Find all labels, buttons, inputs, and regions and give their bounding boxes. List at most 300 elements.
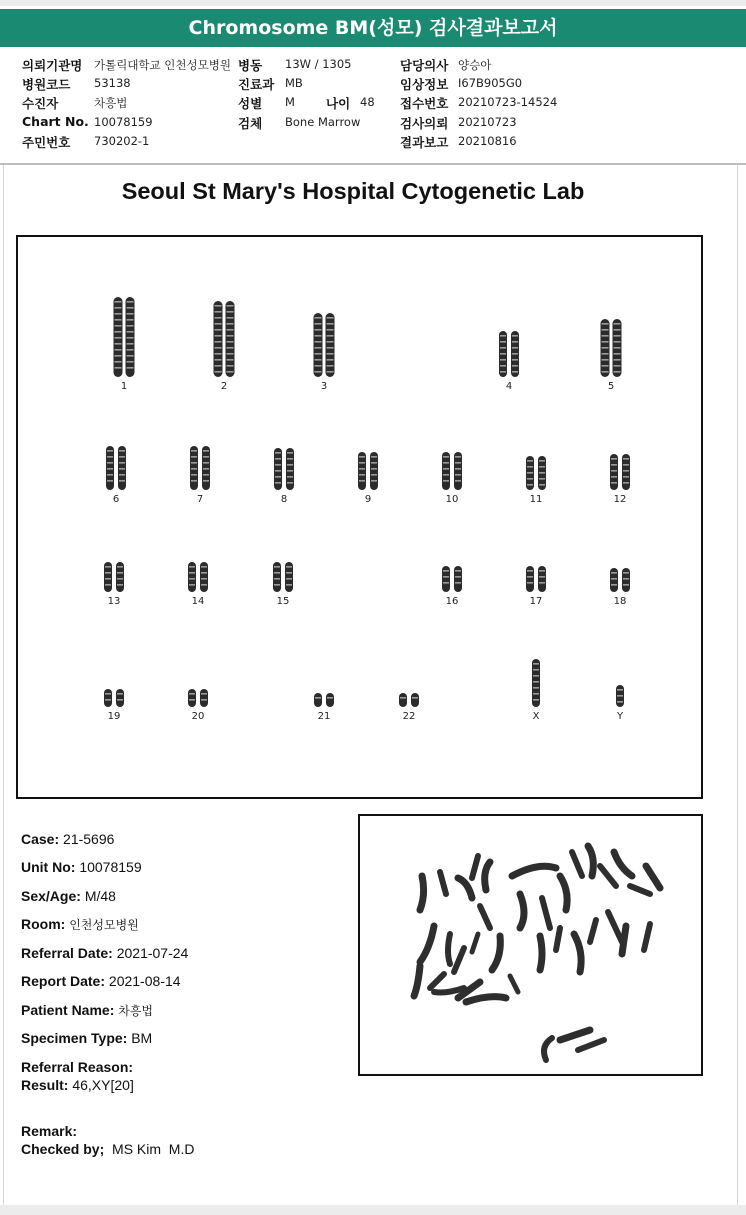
chromosome-band [287, 470, 293, 472]
header-label: 성별 [238, 96, 263, 111]
chromosome-2 [184, 300, 264, 394]
chromosome-band [539, 576, 545, 578]
chromosome-band [614, 335, 621, 337]
chromosome-band [327, 371, 334, 373]
chromosome-band [189, 699, 195, 701]
chromosome-band [533, 675, 539, 677]
chromosome-band [127, 343, 134, 345]
chromosome-band [215, 317, 222, 319]
chromosome-band [215, 371, 222, 373]
chromosome-band [227, 347, 234, 349]
remark-label: Remark: [21, 1123, 78, 1139]
chromosome-band [127, 355, 134, 357]
unit-no-row [21, 859, 142, 875]
chromosome-band [443, 570, 449, 572]
chromosome-band [371, 462, 377, 464]
header-label: 검체 [238, 116, 263, 131]
chromosome-band [614, 347, 621, 349]
header-value: I67B905G0 [458, 76, 523, 90]
chromosome-graphic [76, 445, 156, 491]
chromosome-graphic [244, 447, 324, 491]
chromatid [399, 693, 407, 707]
chromosome-band [227, 341, 234, 343]
chromosome-band [611, 458, 617, 460]
chromosome-band [611, 470, 617, 472]
chromosome-8 [244, 447, 324, 507]
chromosome-label: 13 [107, 596, 121, 607]
chromosome-band [614, 353, 621, 355]
chromosome-band [371, 468, 377, 470]
chromosome-11 [496, 455, 576, 507]
chromosome-band [623, 458, 629, 460]
chromosome-band [533, 663, 539, 665]
chromosome-band [539, 460, 545, 462]
header-value: 48 [360, 95, 375, 109]
chromosome-band [127, 331, 134, 333]
patient-name-row [21, 1002, 153, 1019]
chromosome-graphic [158, 688, 238, 708]
chromosome-band [191, 474, 197, 476]
chromosome-band [327, 347, 334, 349]
chromosome-band [602, 353, 609, 355]
chromosome-band [527, 484, 533, 486]
header-label: 임상정보 [400, 77, 449, 92]
chromosome-band [286, 572, 292, 574]
chromosome-band [623, 584, 629, 586]
chromosome-band [623, 464, 629, 466]
chromatid [274, 448, 282, 490]
chromosome-band [611, 578, 617, 580]
chromosome-band [227, 323, 234, 325]
chromosome-20 [158, 688, 238, 724]
chromosome-band [203, 474, 209, 476]
header-value: 양승아 [458, 58, 492, 72]
chromosome-label: 17 [529, 596, 543, 607]
chromosome-22 [369, 692, 449, 724]
chromosome-band [107, 480, 113, 482]
chromosome-band [215, 359, 222, 361]
chromosome-band [215, 335, 222, 337]
specimen-type-label: Specimen Type: [21, 1030, 128, 1046]
chromosome-label: Y [616, 711, 624, 722]
chromosome-band [227, 305, 234, 307]
chromosome-band [127, 361, 134, 363]
chromosome-13 [74, 561, 154, 609]
chromatid [326, 313, 335, 377]
chromosome-band [315, 323, 322, 325]
result-label: Result: [21, 1077, 69, 1093]
chromosome-band [215, 347, 222, 349]
chromatid [116, 689, 124, 707]
chromosome-band [127, 337, 134, 339]
bottom-strip [0, 1205, 746, 1215]
chromosome-3 [284, 312, 364, 394]
chromosome-band [614, 359, 621, 361]
chromosome-band [614, 341, 621, 343]
referral-reason-label: Referral Reason: [21, 1059, 134, 1075]
specimen-type-value: BM [131, 1030, 153, 1046]
chromosome-graphic [284, 692, 364, 708]
chromosome-band [274, 578, 280, 580]
chromosome-band [315, 359, 322, 361]
specimen-type-row [21, 1030, 152, 1046]
chromosome-label: 9 [364, 494, 372, 505]
chromosome-12 [580, 453, 660, 507]
chromosome-band [455, 456, 461, 458]
header-value: 20210816 [458, 134, 517, 148]
remark-row [21, 1123, 77, 1139]
chromosome-band [201, 699, 207, 701]
chromosome-band [117, 572, 123, 574]
chromosome-4 [469, 330, 549, 394]
report-date-value: 2021-08-14 [108, 973, 181, 989]
chromosome-band [119, 480, 125, 482]
chromosome-band [623, 476, 629, 478]
chromosome-band [115, 355, 122, 357]
chromosome-label: 10 [445, 494, 459, 505]
unit-no-value: 10078159 [79, 859, 142, 875]
chromosome-band [533, 693, 539, 695]
chromosome-band [512, 371, 518, 373]
chromosome-band [527, 570, 533, 572]
chromosome-band [527, 472, 533, 474]
result-value: 46,XY[20] [72, 1077, 134, 1093]
referral-date-row [21, 945, 188, 961]
chromosome-label: 1 [120, 381, 128, 392]
chromosome-band [512, 359, 518, 361]
chromosome-graphic [469, 330, 549, 378]
chromatid [454, 566, 462, 592]
chromatid [622, 568, 630, 592]
chromosome-graphic [74, 688, 154, 708]
chromosome-band [371, 456, 377, 458]
chromosome-graphic [160, 445, 240, 491]
chromosome-band [602, 335, 609, 337]
chromatid [200, 689, 208, 707]
header-value: 730202-1 [94, 134, 150, 148]
chromosome-band [602, 347, 609, 349]
chromosome-band [315, 353, 322, 355]
chromosome-graphic [328, 451, 408, 491]
chromosome-band [127, 313, 134, 315]
chromosome-17 [496, 565, 576, 609]
chromatid [454, 452, 462, 490]
chromosome-band [527, 460, 533, 462]
chromosome-band [500, 347, 506, 349]
chromatid [526, 566, 534, 592]
chromosome-band [119, 468, 125, 470]
chromosome-band [512, 347, 518, 349]
chromosome-band [215, 341, 222, 343]
top-strip [0, 0, 746, 6]
chromosome-graphic [496, 455, 576, 491]
chromosome-band [287, 452, 293, 454]
chromosome-band [315, 341, 322, 343]
chromosome-band [611, 572, 617, 574]
chromosome-band [115, 361, 122, 363]
chromosome-band [327, 317, 334, 319]
chromosome-graphic [284, 312, 364, 378]
chromosome-band [327, 335, 334, 337]
chromosome-5 [571, 318, 651, 394]
header-value: Bone Marrow [285, 115, 361, 129]
header-label: 병원코드 [22, 77, 71, 92]
chromatid [370, 452, 378, 490]
chromosome-band [115, 343, 122, 345]
chromosome-band [500, 371, 506, 373]
chromosome-band [203, 480, 209, 482]
chromosome-band [443, 576, 449, 578]
chromosome-band [201, 572, 207, 574]
chromosome-band [623, 470, 629, 472]
chromosome-graphic [184, 300, 264, 378]
chromosome-band [533, 681, 539, 683]
chromosome-band [115, 301, 122, 303]
chromosome-band [539, 582, 545, 584]
chromosome-band [215, 311, 222, 313]
chromosome-band [191, 468, 197, 470]
header-value: M [285, 95, 295, 109]
chromosome-band [359, 456, 365, 458]
chromatid [442, 566, 450, 592]
chromosome-band [119, 456, 125, 458]
chromosome-label: 19 [107, 711, 121, 722]
chromosome-graphic [580, 453, 660, 491]
chromosome-band [315, 365, 322, 367]
header-value: 20210723 [458, 115, 517, 129]
chromosome-band [227, 317, 234, 319]
chromosome-band [327, 365, 334, 367]
chromosome-band [455, 474, 461, 476]
karyotype-image [16, 235, 703, 799]
chromosome-band [443, 480, 449, 482]
header-divider [0, 163, 746, 165]
chromosome-band [117, 578, 123, 580]
chromosome-band [105, 572, 111, 574]
report-title: Chromosome BM(성모) 검사결과보고서 [0, 9, 746, 47]
room-value: 인천성모병원 [69, 918, 139, 932]
metaphase-image [358, 814, 703, 1076]
chromosome-band [274, 572, 280, 574]
chromosome-band [500, 365, 506, 367]
chromosome-band [527, 576, 533, 578]
chromosome-band [203, 462, 209, 464]
chromosome-band [527, 582, 533, 584]
chromosome-band [539, 484, 545, 486]
chromosome-band [602, 359, 609, 361]
header-label: 접수번호 [400, 96, 449, 111]
chromosome-band [315, 317, 322, 319]
chromosome-band [189, 572, 195, 574]
chromosome-band [115, 367, 122, 369]
chromosome-band [203, 456, 209, 458]
header-label: 수진자 [22, 96, 59, 111]
chromosome-graphic [496, 658, 576, 708]
chromosome-band [443, 462, 449, 464]
header-value: 가톨릭대학교 인천성모병원 [94, 58, 231, 72]
chromatid [314, 313, 323, 377]
chromosome-band [617, 689, 623, 691]
chromosome-band [127, 325, 134, 327]
chromosome-band [315, 371, 322, 373]
chromosome-band [107, 450, 113, 452]
chromosome-band [215, 305, 222, 307]
chromosome-graphic [580, 567, 660, 593]
chromosome-band [191, 480, 197, 482]
chromosome-band [512, 341, 518, 343]
chromosome-label: X [532, 711, 540, 722]
chromosome-band [315, 335, 322, 337]
chromosome-graphic [412, 565, 492, 593]
chromosome-band [359, 462, 365, 464]
chromosome-graphic [412, 451, 492, 491]
chromosome-label: 6 [112, 494, 120, 505]
chromosome-band [500, 353, 506, 355]
chromosome-band [533, 699, 539, 701]
referral-date-label: Referral Date: [21, 945, 113, 961]
chromosome-band [201, 693, 207, 695]
header-label: Chart No. [22, 114, 89, 129]
chromosome-band [275, 458, 281, 460]
chromosome-label: 8 [280, 494, 288, 505]
header-label: 결과보고 [400, 135, 449, 150]
chromosome-band [539, 570, 545, 572]
chromosome-band [371, 480, 377, 482]
chromosome-band [287, 458, 293, 460]
metaphase-spread-graphic [360, 816, 701, 1074]
chromosome-band [105, 584, 111, 586]
chromosome-band [191, 456, 197, 458]
header-value: 20210723-14524 [458, 95, 558, 109]
chromosome-band [127, 349, 134, 351]
header-value: 10078159 [94, 115, 153, 129]
chromosome-band [286, 566, 292, 568]
chromosome-label: 12 [613, 494, 627, 505]
chromosome-band [286, 584, 292, 586]
chromosome-band [215, 323, 222, 325]
chromosome-band [512, 353, 518, 355]
chromosome-band [327, 353, 334, 355]
chromatid [358, 452, 366, 490]
checked-by-label: Checked by; [21, 1141, 105, 1157]
chromosome-band [275, 476, 281, 478]
unit-no-label: Unit No: [21, 859, 76, 875]
chromosome-band [602, 329, 609, 331]
chromosome-band [127, 301, 134, 303]
checked-by-value: MS Kim M.D [112, 1141, 195, 1157]
chromosome-band [115, 325, 122, 327]
chromosome-band [215, 353, 222, 355]
chromosome-band [359, 474, 365, 476]
chromosome-band [117, 584, 123, 586]
chromosome-band [443, 474, 449, 476]
header-label: 검사의뢰 [400, 116, 449, 131]
chromosome-band [617, 701, 623, 703]
chromosome-band [115, 307, 122, 309]
chromosome-band [119, 450, 125, 452]
chromosome-band [201, 566, 207, 568]
chromosome-band [611, 476, 617, 478]
chromosome-band [203, 468, 209, 470]
chromosome-band [455, 576, 461, 578]
chromosome-18 [580, 567, 660, 609]
chromosome-band [286, 578, 292, 580]
chromosome-x [496, 658, 576, 724]
chromatid [326, 693, 334, 707]
chromosome-band [327, 329, 334, 331]
chromosome-band [500, 359, 506, 361]
chromosome-band [115, 349, 122, 351]
header-value: 13W / 1305 [285, 57, 352, 71]
chromosome-band [315, 347, 322, 349]
header-label: 진료과 [238, 77, 275, 92]
chromosome-band [455, 462, 461, 464]
chromosome-band [115, 331, 122, 333]
chromosome-graphic [158, 561, 238, 593]
chromosome-band [227, 329, 234, 331]
chromosome-band [539, 472, 545, 474]
chromosome-band [617, 695, 623, 697]
chromosome-7 [160, 445, 240, 507]
report-date-row [21, 973, 181, 989]
chromosome-band [611, 482, 617, 484]
header-label: 담당의사 [400, 58, 449, 73]
header-label: 의뢰기관명 [22, 58, 83, 73]
case-label: Case: [21, 831, 60, 847]
chromosome-band [203, 450, 209, 452]
chromosome-graphic [580, 684, 660, 708]
chromosome-band [107, 456, 113, 458]
chromosome-band [602, 341, 609, 343]
chromosome-band [512, 365, 518, 367]
chromosome-band [500, 341, 506, 343]
chromosome-graphic [571, 318, 651, 378]
chromosome-band [359, 480, 365, 482]
chromosome-band [119, 474, 125, 476]
chromosome-label: 18 [613, 596, 627, 607]
chromosome-band [527, 466, 533, 468]
chromosome-16 [412, 565, 492, 609]
chromosome-14 [158, 561, 238, 609]
chromosome-band [215, 365, 222, 367]
chromosome-band [539, 466, 545, 468]
chromosome-band [227, 359, 234, 361]
page-border-left [3, 165, 4, 1205]
chromosome-band [107, 462, 113, 464]
chromatid [411, 693, 419, 707]
header-value: 차흥법 [94, 96, 128, 110]
chromosome-band [189, 578, 195, 580]
chromosome-band [127, 319, 134, 321]
chromosome-label: 11 [529, 494, 543, 505]
chromosome-label: 21 [317, 711, 331, 722]
referral-date-value: 2021-07-24 [116, 945, 189, 961]
header-label: 나이 [326, 96, 351, 111]
chromosome-band [189, 693, 195, 695]
chromosome-label: 4 [505, 381, 513, 392]
chromosome-band [191, 450, 197, 452]
chromosome-band [105, 578, 111, 580]
chromosome-1 [84, 296, 164, 394]
chromatid [286, 448, 294, 490]
chromatid [610, 568, 618, 592]
result-row [21, 1077, 134, 1093]
chromosome-band [105, 566, 111, 568]
chromosome-band [533, 687, 539, 689]
chromosome-band [443, 582, 449, 584]
chromosome-band [287, 464, 293, 466]
chromatid [104, 689, 112, 707]
